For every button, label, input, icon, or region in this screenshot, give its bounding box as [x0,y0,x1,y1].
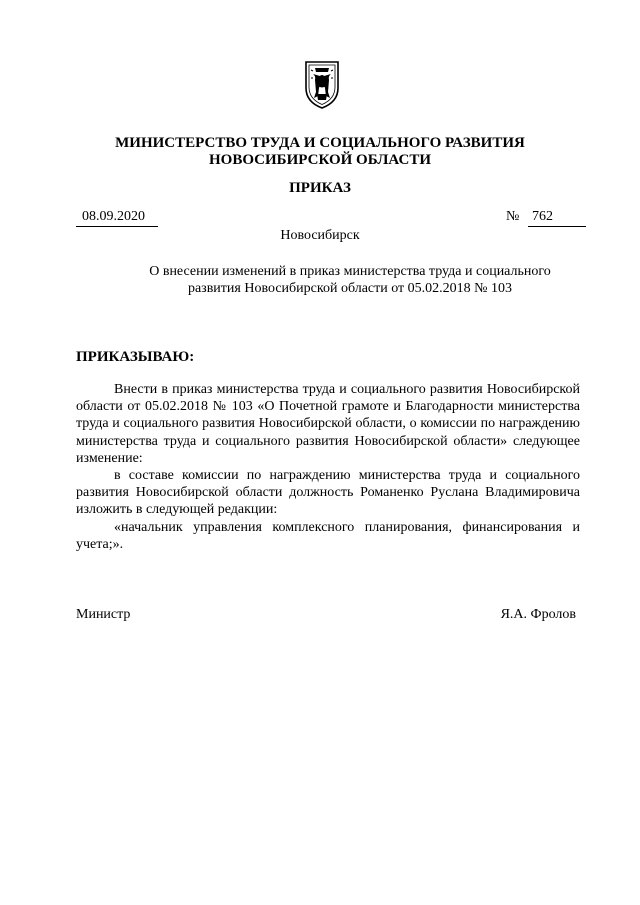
signatory-role: Министр [76,607,131,622]
document-body [76,381,580,553]
body-paragraph-2: в составе комиссии по награждению министерства труда и социального развития Новосибирской области должность Романенко Руслана Владимировича изложить в следующей редакции: [76,468,580,518]
number-sign: № [506,209,520,224]
document-date: 08.09.2020 [76,208,158,227]
document-city: Новосибирск [280,228,360,243]
document-type: ПРИКАЗ [289,180,351,196]
document-subject [120,263,580,297]
body-paragraph-1: Внести в приказ министерства труда и социального развития Новосибирской области от 05.02.2018 № 103 «О Почетной грамоте и Благодарности министерства труда и социального развития Новосибирской области, о комиссии по награждению министерства труда и социального развития Новосибирской области» следующее изменение: [76,382,580,466]
body-paragraph-3: «начальник управления комплексного планирования, финансирования и учета;». [76,519,580,552]
subject-line-2: развития Новосибирской области от 05.02.2018 № 103 [187,281,513,296]
ministry-name-line2: НОВОСИБИРСКОЙ ОБЛАСТИ [208,152,432,168]
signatory-name: Я.А. Фролов [500,607,576,622]
order-heading: ПРИКАЗЫВАЮ: [76,349,195,365]
coat-of-arms-icon [302,58,342,110]
ministry-name-line1: МИНИСТЕРСТВО ТРУДА И СОЦИАЛЬНОГО РАЗВИТИЯ [115,135,525,151]
subject-line-1: О внесении изменений в приказ министерства труда и социального [149,264,551,279]
document-number: 762 [528,208,586,227]
